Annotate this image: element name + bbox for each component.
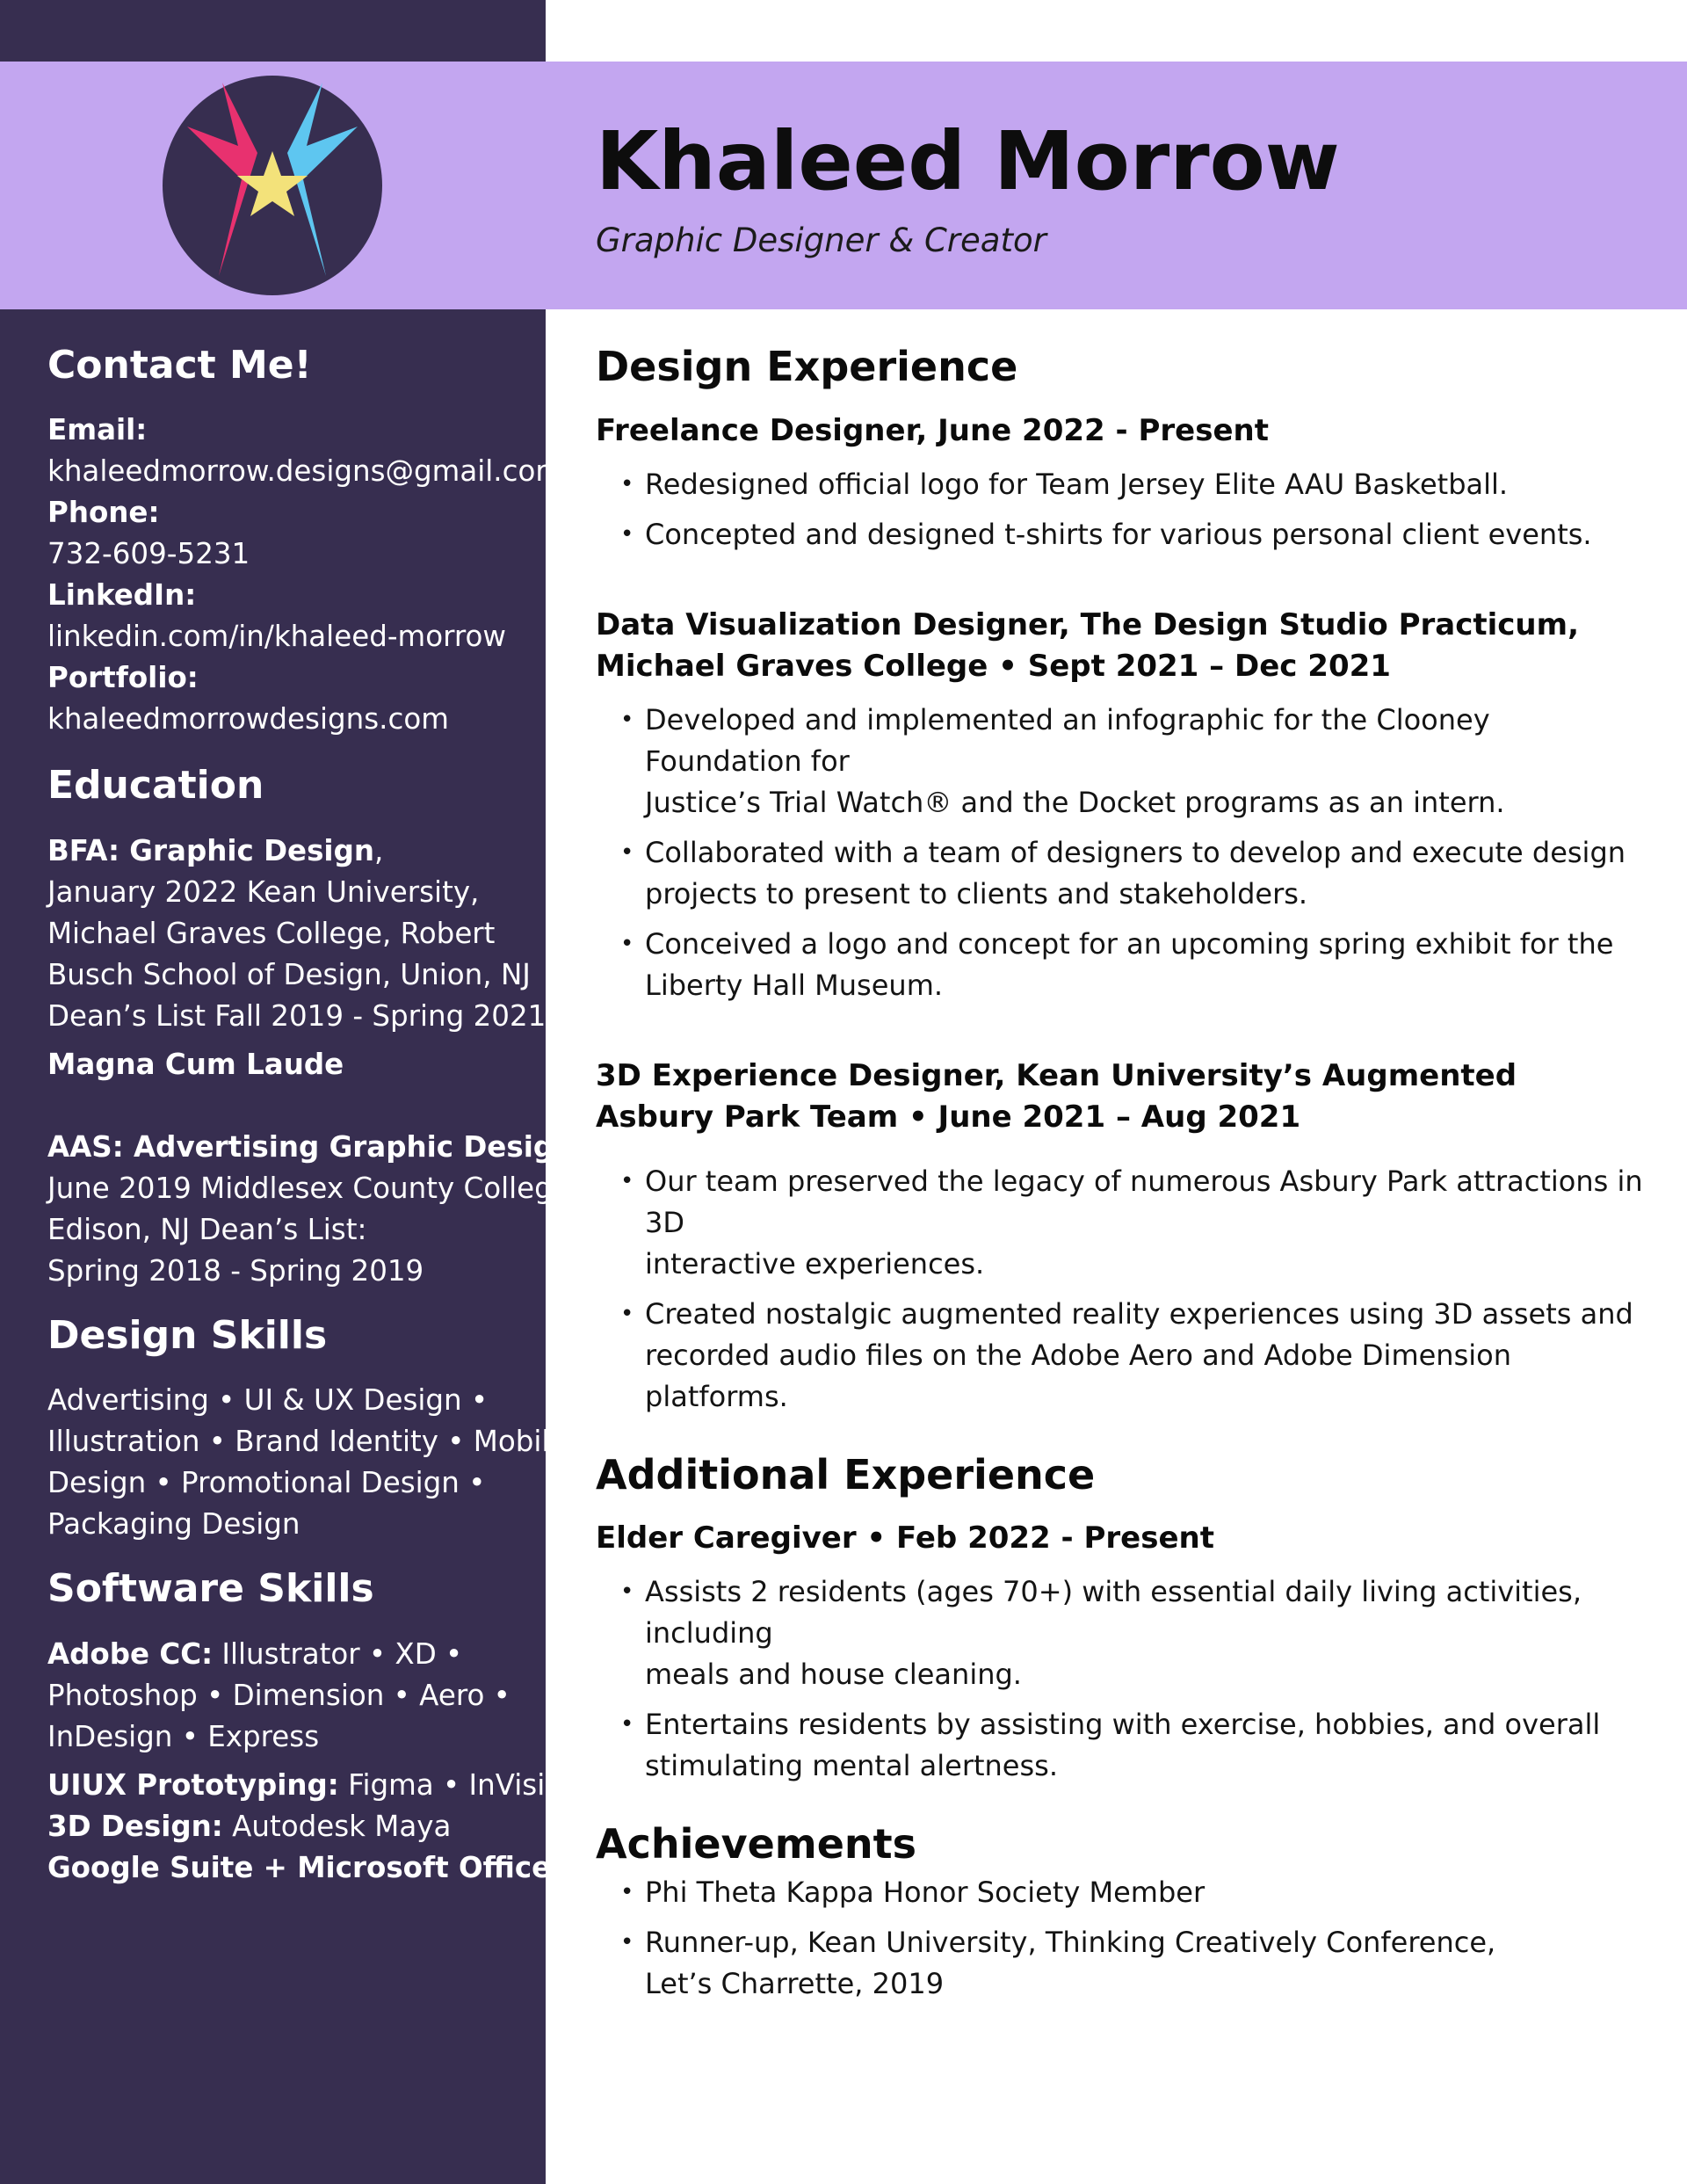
phone-value: 732-609-5231 — [47, 537, 250, 571]
additional-experience-heading: Additional Experience — [596, 1450, 1096, 1498]
suite-line: Google Suite + Microsoft Office — [47, 1850, 552, 1884]
linkedin-link[interactable]: linkedin.com/in/khaleed-morrow — [47, 620, 506, 654]
bfa-line: Michael Graves College, Robert — [47, 916, 496, 950]
adobe-line-2: Photoshop • Dimension • Aero • — [47, 1678, 510, 1712]
list-item: • Concepted and designed t-shirts for various personal client events. — [596, 514, 1650, 555]
job-title: Freelance Designer, June 2022 - Present — [596, 412, 1269, 448]
list-item: • Assists 2 residents (ages 70+) with essential daily living activities, including meals and house cleaning. — [596, 1571, 1650, 1695]
email-link[interactable]: khaleedmorrow.designs@gmail.com — [47, 454, 564, 489]
job-title: Michael Graves College • Sept 2021 – Dec 2021 — [596, 648, 1391, 684]
aas-line: June 2019 Middlesex County College, — [47, 1171, 580, 1205]
list-item: • Phi Theta Kappa Honor Society Member — [596, 1872, 1650, 1913]
uiux-line — [47, 1765, 581, 1806]
uiux-label: UIUX Prototyping: — [47, 1767, 339, 1802]
adobe-line — [47, 1634, 522, 1675]
contact-heading: Contact Me! — [47, 343, 312, 388]
list-item: • Our team preserved the legacy of numerous Asbury Park attractions in 3D interactive experiences. — [596, 1161, 1650, 1285]
bfa-line: January 2022 Kean University, — [47, 874, 480, 909]
bfa-honor: Magna Cum Laude — [47, 1047, 344, 1081]
portfolio-link[interactable]: khaleedmorrowdesigns.com — [47, 702, 449, 736]
adobe-line-3: InDesign • Express — [47, 1719, 320, 1753]
bfa-degree: BFA: Graphic Design — [47, 833, 374, 867]
threed-line — [47, 1806, 522, 1847]
design-skills-line: Packaging Design — [47, 1507, 300, 1542]
aas-line: Spring 2018 - Spring 2019 — [47, 1253, 424, 1288]
list-item: • Developed and implemented an infographic for the Clooney Foundation for Justice’s Trial Watch® and the Docket programs as an intern. — [596, 700, 1650, 824]
job-bullets — [596, 464, 1650, 555]
education-heading: Education — [47, 763, 264, 809]
aas-degree-line — [47, 1127, 583, 1168]
list-item: • Created nostalgic augmented reality experiences using 3D assets and recorded audio files on the Adobe Aero and Adobe Dimension platforms. — [596, 1294, 1650, 1418]
bfa-line: Dean’s List Fall 2019 - Spring 2021 — [47, 998, 547, 1033]
job-bullets — [596, 700, 1650, 1006]
achievements-heading: Achievements — [596, 1820, 917, 1868]
linkedin-label: LinkedIn: — [47, 578, 197, 613]
page-subtitle: Graphic Designer & Creator — [596, 221, 1046, 259]
list-item: • Redesigned official logo for Team Jersey Elite AAU Basketball. — [596, 464, 1650, 505]
bfa-line: Busch School of Design, Union, NJ — [47, 957, 531, 991]
list-item: • Collaborated with a team of designers to develop and execute design projects to present to clients and stakeholders. — [596, 832, 1650, 915]
design-skills-line: Advertising • UI & UX Design • — [47, 1383, 489, 1418]
software-skills-heading: Software Skills — [47, 1566, 374, 1612]
main-content — [596, 345, 1650, 2005]
job-bullets — [596, 1571, 1650, 1787]
job-title: 3D Experience Designer, Kean University’s Augmented — [596, 1057, 1517, 1093]
list-item: • Conceived a logo and concept for an upcoming spring exhibit for the Liberty Hall Museum. — [596, 924, 1650, 1006]
page-title: Khaleed Morrow — [596, 114, 1340, 208]
achievement-bullets — [596, 1872, 1650, 2005]
aas-sep: , — [574, 1129, 583, 1164]
job-bullets — [596, 1161, 1650, 1418]
uiux-value: Figma • InVision — [338, 1767, 581, 1802]
design-skills-line: Illustration • Brand Identity • Mobile — [47, 1425, 568, 1459]
aas-line: Edison, NJ Dean’s List: — [47, 1212, 367, 1246]
adobe-label: Adobe CC: — [47, 1636, 214, 1671]
adobe-value: Illustrator • XD • — [213, 1636, 463, 1671]
list-item: • Runner-up, Kean University, Thinking Creatively Conference, Let’s Charrette, 2019 — [596, 1922, 1650, 2005]
email-label: Email: — [47, 413, 148, 447]
sidebar-content — [47, 343, 583, 1889]
job-title: Data Visualization Designer, The Design Studio Practicum, — [596, 606, 1579, 642]
portfolio-label: Portfolio: — [47, 661, 199, 695]
list-item: • Entertains residents by assisting with exercise, hobbies, and overall stimulating mental alertness. — [596, 1704, 1650, 1787]
bfa-degree-line — [47, 831, 522, 872]
design-experience-heading: Design Experience — [596, 343, 1018, 390]
job-title: Elder Caregiver • Feb 2022 - Present — [596, 1520, 1214, 1556]
aas-degree: AAS: Advertising Graphic Design — [47, 1129, 575, 1164]
job-title: Asbury Park Team • June 2021 – Aug 2021 — [596, 1099, 1301, 1135]
threed-value: Autodesk Maya — [222, 1809, 452, 1843]
phone-label: Phone: — [47, 496, 160, 530]
threed-label: 3D Design: — [47, 1809, 223, 1843]
design-skills-heading: Design Skills — [47, 1312, 328, 1358]
bfa-sep: , — [373, 833, 384, 867]
design-skills-line: Design • Promotional Design • — [47, 1466, 486, 1500]
star-logo-icon — [161, 74, 384, 297]
